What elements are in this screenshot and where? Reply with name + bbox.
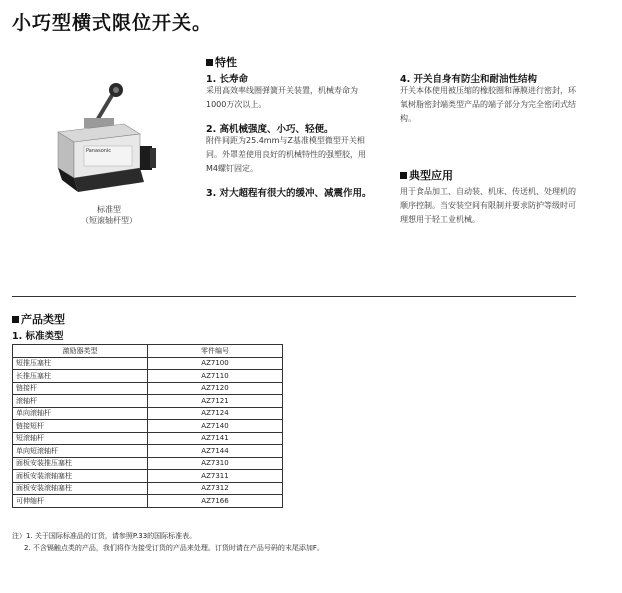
part-number-cell: AZ7140 bbox=[148, 420, 283, 433]
product-table bbox=[12, 344, 283, 508]
note-2: 2. 不含镉触点类的产品，我们将作为接受订货的产品来处理。订货时请在产品号码的末尾添加F。 bbox=[24, 544, 324, 552]
feature-1-title: 1. 长寿命 bbox=[206, 74, 249, 85]
feature-1-body: 采用高效率线圈弹簧开关装置，机械寿命为 1000万次以上。 bbox=[206, 86, 358, 109]
part-number-cell: AZ7110 bbox=[148, 370, 283, 383]
feature-3-title: 3. 对大超程有很大的缓冲、减震作用。 bbox=[206, 188, 372, 199]
table-row bbox=[13, 457, 283, 470]
square-bullet-icon bbox=[12, 316, 19, 323]
caption-line2: （短滚轴杆型） bbox=[81, 216, 137, 225]
notes bbox=[12, 530, 324, 554]
part-number-cell: AZ7121 bbox=[148, 395, 283, 408]
feature-2-body: 附件间距为25.4mm与Z基准模型微型开关相 同。外罩差使用良好的机械特性的强塑胶，用 M4螺钉固定。 bbox=[206, 136, 366, 173]
table-row bbox=[13, 445, 283, 458]
table-row bbox=[13, 407, 283, 420]
actuator-type-cell: 短滚轴杆 bbox=[13, 432, 148, 445]
product-types-heading: 产品类型 bbox=[12, 311, 65, 327]
applications-body: 用于食品加工、自动装、机床、传送机、处理机的 顺序控制。当安装空间有限制并要求防护等级时可 理想用于轻工业机械。 bbox=[400, 187, 576, 224]
caption-line1: 标准型 bbox=[97, 205, 121, 214]
table-row bbox=[13, 432, 283, 445]
part-number-cell: AZ7144 bbox=[148, 445, 283, 458]
square-bullet-icon bbox=[400, 172, 407, 179]
actuator-type-cell: 长推压塞柱 bbox=[13, 370, 148, 383]
table-header-row bbox=[13, 345, 283, 358]
part-number-cell: AZ7100 bbox=[148, 357, 283, 370]
features-heading: 特性 bbox=[206, 54, 237, 70]
product-types-subheading: 1. 标准类型 bbox=[12, 331, 64, 342]
table-row bbox=[13, 357, 283, 370]
actuator-type-cell: 单向滚轴杆 bbox=[13, 407, 148, 420]
table-row bbox=[13, 395, 283, 408]
actuator-type-cell: 滚轴杆 bbox=[13, 395, 148, 408]
actuator-type-cell: 链接短杆 bbox=[13, 420, 148, 433]
actuator-type-cell: 单向短滚轴杆 bbox=[13, 445, 148, 458]
actuator-type-cell: 可伸缩杆 bbox=[13, 495, 148, 508]
table-row bbox=[13, 482, 283, 495]
part-number-cell: AZ7311 bbox=[148, 470, 283, 483]
page-title: 小巧型横式限位开关。 bbox=[12, 12, 213, 34]
table-row bbox=[13, 420, 283, 433]
column-header-actuator: 激励器类型 bbox=[13, 345, 148, 358]
section-divider bbox=[12, 296, 576, 297]
part-number-cell: AZ7310 bbox=[148, 457, 283, 470]
brand-logo: Panasonic bbox=[86, 148, 112, 154]
structure-body: 开关本体使用被压缩的橡胶圈和薄膜进行密封，环 氧树脂密封端类型产品的端子部分为完全密闭式结 构。 bbox=[400, 86, 576, 123]
table-row bbox=[13, 370, 283, 383]
product-image bbox=[44, 82, 164, 202]
column-header-part-number: 零件编号 bbox=[148, 345, 283, 358]
product-caption bbox=[54, 204, 164, 226]
actuator-type-cell: 链接杆 bbox=[13, 382, 148, 395]
actuator-type-cell: 面板安装推压塞柱 bbox=[13, 457, 148, 470]
table-row bbox=[13, 382, 283, 395]
part-number-cell: AZ7166 bbox=[148, 495, 283, 508]
part-number-cell: AZ7312 bbox=[148, 482, 283, 495]
structure-title: 4. 开关自身有防尘和耐油性结构 bbox=[400, 74, 538, 85]
table-row bbox=[13, 470, 283, 483]
part-number-cell: AZ7124 bbox=[148, 407, 283, 420]
note-1: 注）1. 关于国际标准品的订货，请参照P.33的国际标准表。 bbox=[12, 532, 197, 540]
table-row bbox=[13, 495, 283, 508]
actuator-type-cell: 短推压塞柱 bbox=[13, 357, 148, 370]
part-number-cell: AZ7120 bbox=[148, 382, 283, 395]
part-number-cell: AZ7141 bbox=[148, 432, 283, 445]
actuator-type-cell: 面板安装滚轴塞柱 bbox=[13, 482, 148, 495]
actuator-type-cell: 面板安装滚轴塞柱 bbox=[13, 470, 148, 483]
applications-heading: 典型应用 bbox=[400, 167, 453, 183]
square-bullet-icon bbox=[206, 59, 213, 66]
feature-2-title: 2. 高机械强度、小巧、轻便。 bbox=[206, 124, 334, 135]
product-table-wrap bbox=[12, 344, 283, 508]
